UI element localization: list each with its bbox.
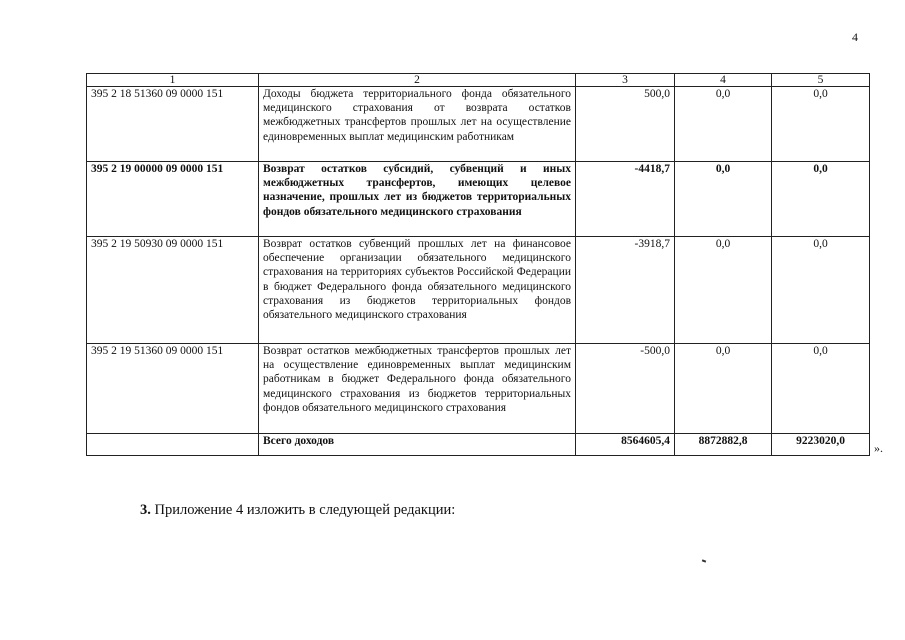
column-header-3: 3	[576, 74, 675, 87]
table-row	[87, 344, 870, 434]
paragraph-text: Приложение 4 изложить в следующей редакции:	[150, 502, 456, 518]
row-code: 395 2 19 50930 09 0000 151	[87, 237, 259, 344]
row-name: Возврат остатков субвенций прошлых лет на финансовое обеспечение организации обязательного медицинского страхования на территориях субъектов Российской Федерации в бюджет Федерального фонда обязательного медицинского страхования из бюджетов территориальных фондов обязательного медицинского страхования	[259, 237, 576, 344]
row-value-col3: 500,0	[576, 87, 675, 162]
paragraph-number: 3.	[140, 502, 151, 518]
row-value-col3: -3918,7	[576, 237, 675, 344]
row-value-col3: -500,0	[576, 344, 675, 434]
row-value-col5: 0,0	[772, 87, 870, 162]
column-header-5: 5	[772, 74, 870, 87]
table-total-row	[87, 434, 870, 456]
column-header-1: 1	[87, 74, 259, 87]
row-value-col5: 0,0	[772, 237, 870, 344]
row-code: 395 2 19 00000 09 0000 151	[87, 162, 259, 237]
row-name: Возврат остатков межбюджетных трансфертов прошлых лет на осуществление единовременных выплат медицинским работникам в бюджет Федерального фонда обязательного медицинского страхования из бюджетов территориальных фондов обязательного медицинского страхования	[259, 344, 576, 434]
table-header-row	[87, 74, 870, 87]
row-value-col4: 0,0	[675, 162, 772, 237]
row-value-col4: 0,0	[675, 344, 772, 434]
row-code: 395 2 19 51360 09 0000 151	[87, 344, 259, 434]
amendment-paragraph	[140, 502, 455, 519]
closing-quote-mark: ».	[874, 441, 883, 455]
row-value-col4: 0,0	[675, 237, 772, 344]
column-header-2: 2	[259, 74, 576, 87]
row-value-col5: 0,0	[772, 162, 870, 237]
row-value-col4: 0,0	[675, 87, 772, 162]
row-name: Возврат остатков субсидий, субвенций и иных межбюджетных трансфертов, имеющих целевое назначение, прошлых лет из бюджетов территориальных фондов обязательного медицинского страхования	[259, 162, 576, 237]
row-name: Доходы бюджета территориального фонда обязательного медицинского страхования от возврата остатков межбюджетных трансфертов прошлых лет на осуществление единовременных выплат медицинским работникам	[259, 87, 576, 162]
total-value-col3: 8564605,4	[576, 434, 675, 456]
scan-speck	[702, 559, 706, 562]
row-value-col3: -4418,7	[576, 162, 675, 237]
row-code: 395 2 18 51360 09 0000 151	[87, 87, 259, 162]
table-row	[87, 162, 870, 237]
total-value-col5: 9223020,0	[772, 434, 870, 456]
column-header-4: 4	[675, 74, 772, 87]
total-value-col4: 8872882,8	[675, 434, 772, 456]
table-row	[87, 237, 870, 344]
total-code-cell	[87, 434, 259, 456]
page-number: 4	[852, 30, 858, 44]
total-label: Всего доходов	[259, 434, 576, 456]
row-value-col5: 0,0	[772, 344, 870, 434]
budget-table	[86, 73, 870, 456]
table-row	[87, 87, 870, 162]
